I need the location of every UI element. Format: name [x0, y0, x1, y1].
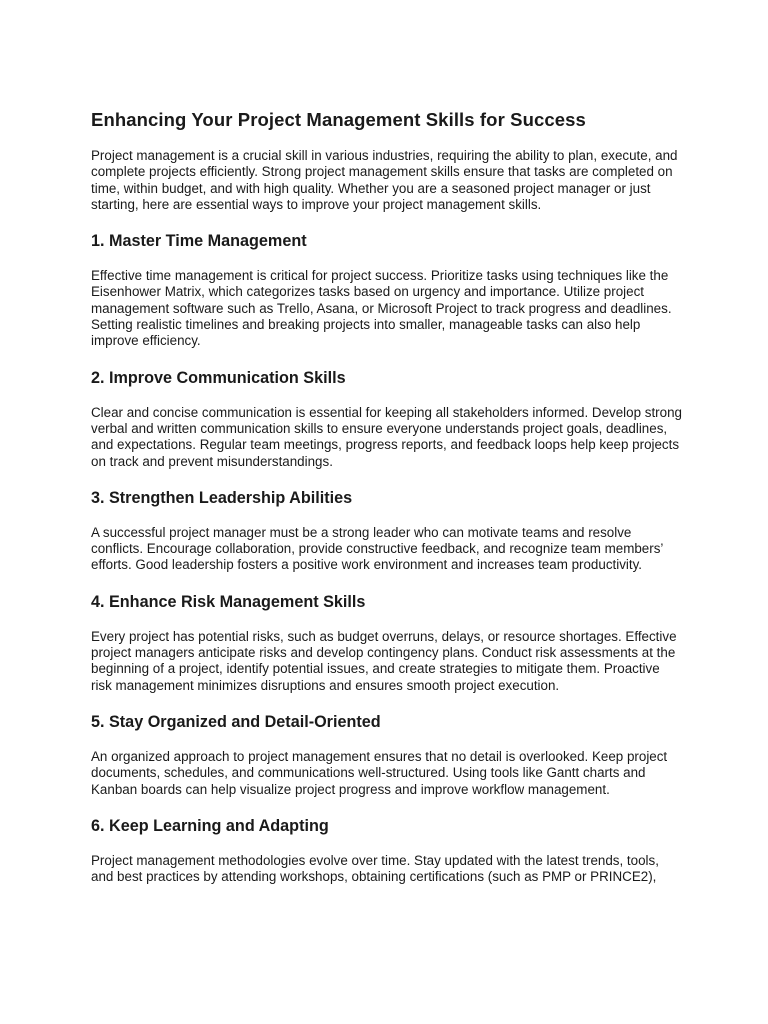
section-heading: 1. Master Time Management	[91, 232, 307, 251]
section-body: Effective time management is critical for project success. Prioritize tasks using techniques like the Eisenhower Matrix, which categorizes tasks based on urgency and importance. Utilize project management software such as Trello, Asana, or Microsoft Project to track progress and deadlines. Setting realistic timelines and breaking projects into smaller, manageable tasks can also help improve efficiency.	[91, 268, 672, 349]
section-body: A successful project manager must be a strong leader who can motivate teams and resolve conflicts. Encourage collaboration, provide constructive feedback, and recognize team members’ efforts. Good leadership fosters a positive work environment and increases team productivity.	[91, 524, 663, 573]
section-heading: 6. Keep Learning and Adapting	[91, 816, 329, 835]
section-organization	[91, 712, 683, 798]
section-heading: 5. Stay Organized and Detail-Oriented	[91, 712, 381, 731]
section-heading: 3. Strengthen Leadership Abilities	[91, 488, 353, 507]
section-leadership	[91, 488, 683, 574]
section-body: Every project has potential risks, such as budget overruns, delays, or resource shortages. Effective project managers anticipate risks and develop contingency plans. Conduct risk assessments at the beginning of a project, identify potential issues, and create strategies to mitigate them. Proactive risk management minimizes disruptions and ensures smooth project execution.	[91, 628, 677, 693]
intro-paragraph: Project management is a crucial skill in various industries, requiring the ability to plan, execute, and complete projects efficiently. Strong project management skills ensure that tasks are completed on time, within budget, and with high quality. Whether you are a seasoned project manager or just starting, here are essential ways to improve your project management skills.	[91, 148, 678, 212]
section-time-management	[91, 231, 683, 349]
section-learning	[91, 816, 683, 886]
document-title: Enhancing Your Project Management Skills for Success	[91, 109, 586, 130]
section-body: Project management methodologies evolve over time. Stay updated with the latest trends, tools, and best practices by attending workshops, obtaining certifications (such as PMP or PRINCE2),	[91, 852, 659, 885]
section-communication	[91, 368, 683, 470]
document-page	[91, 108, 683, 885]
section-heading: 2. Improve Communication Skills	[91, 368, 346, 387]
section-body: Clear and concise communication is essential for keeping all stakeholders informed. Develop strong verbal and written communication skills to ensure everyone understands project goals, deadlines, and expectations. Regular team meetings, progress reports, and feedback loops help keep projects on track and prevent misunderstandings.	[91, 404, 682, 469]
section-body: An organized approach to project management ensures that no detail is overlooked. Keep project documents, schedules, and communications well-structured. Using tools like Gantt charts and Kanban boards can help visualize project progress and improve workflow management.	[91, 748, 668, 797]
section-heading: 4. Enhance Risk Management Skills	[91, 592, 366, 611]
section-risk-management	[91, 592, 683, 694]
